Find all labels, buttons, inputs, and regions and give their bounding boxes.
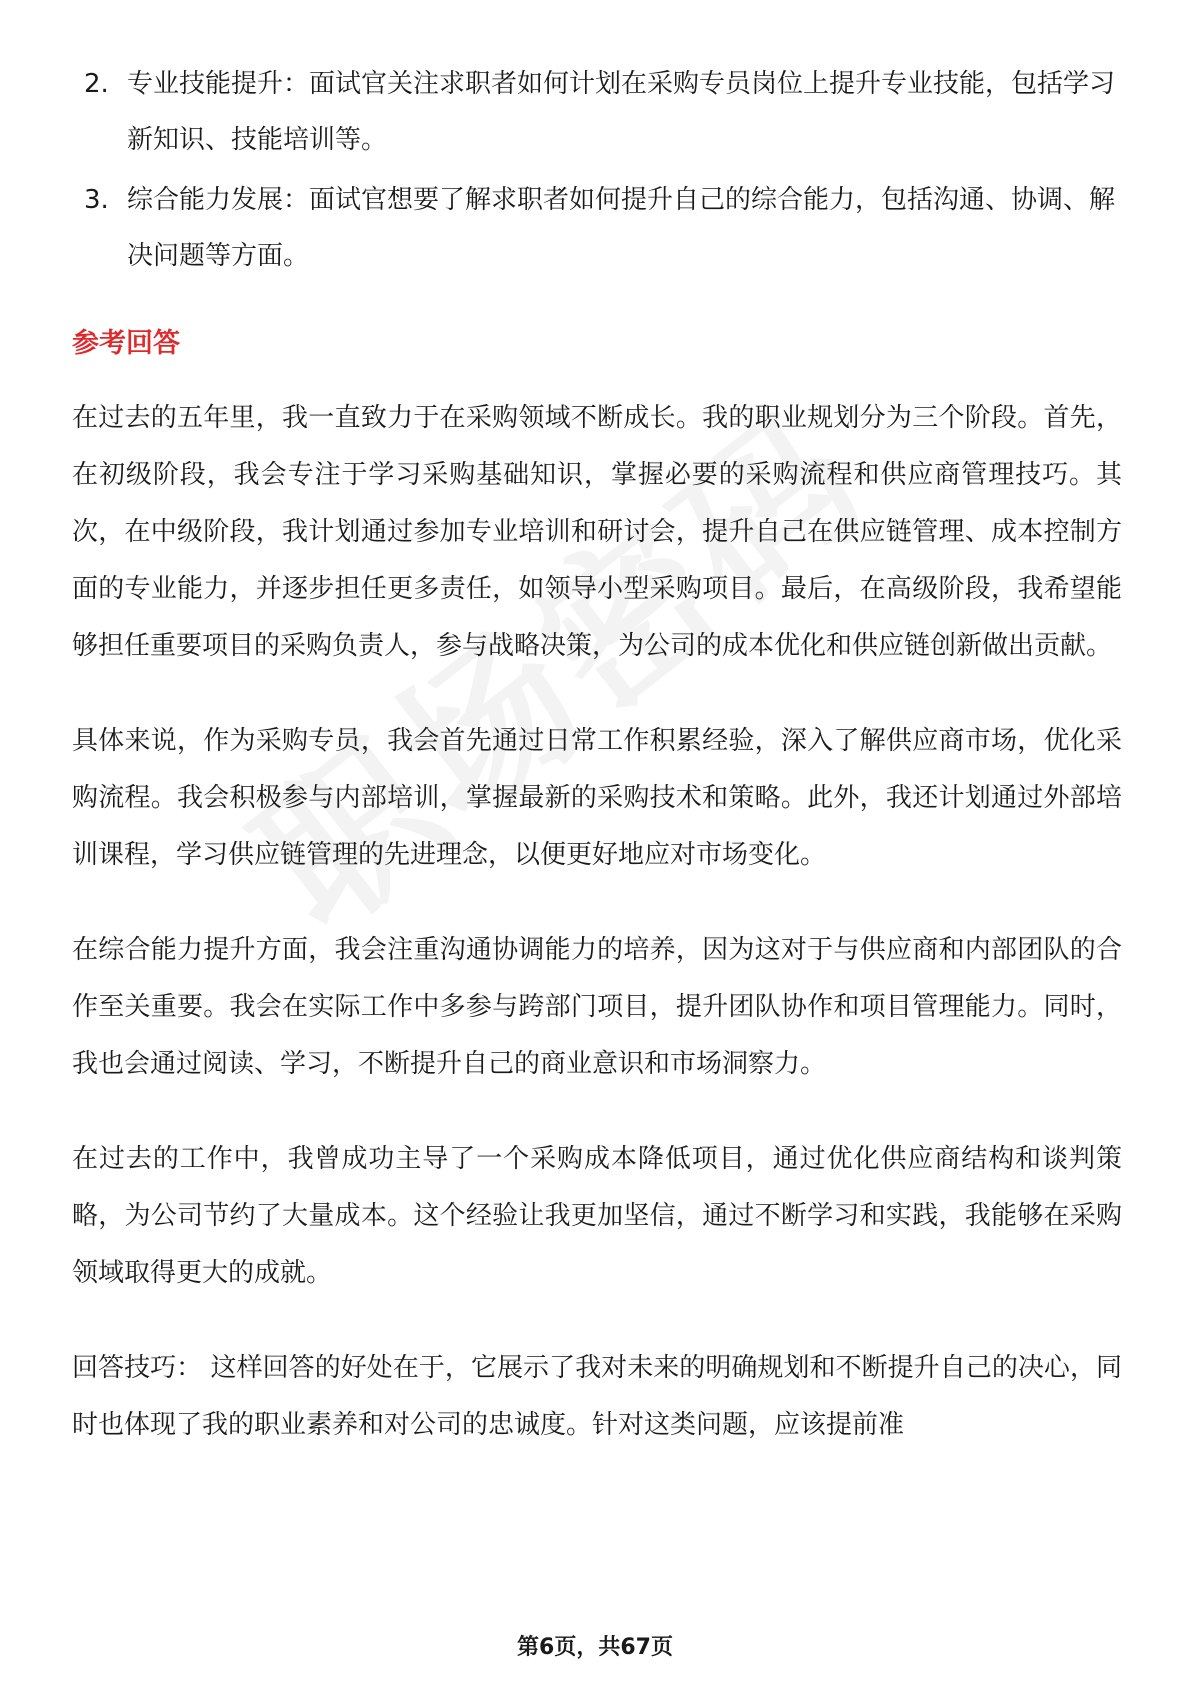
paragraph: 在过去的五年里，我一直致力于在采购领域不断成长。我的职业规划分为三个阶段。首先，在初级阶段，我会专注于学习采购基础知识，掌握必要的采购流程和供应商管理技巧。其次，在中级阶段，我计划通过参加专业培训和研讨会，提升自己在供应链管理、成本控制方面的专业能力，并逐步担任更多责任，如领导小型采购项目。最后，在高级阶段，我希望能够担任重要项目的采购负责人，参与战略决策，为公司的成本优化和供应链创新做出贡献。 — [72, 403, 1122, 661]
paragraph: 在过去的工作中，我曾成功主导了一个采购成本降低项目，通过优化供应商结构和谈判策略，为公司节约了大量成本。这个经验让我更加坚信，通过不断学习和实践，我能够在采购领域取得更大的成就。 — [72, 1144, 1122, 1288]
paragraph: 在综合能力提升方面，我会注重沟通协调能力的培养，因为这对于与供应商和内部团队的合作至关重要。我会在实际工作中多参与跨部门项目，提升团队协作和项目管理能力。同时，我也会通过阅读、学习，不断提升自己的商业意识和市场洞察力。 — [72, 935, 1122, 1079]
paragraph: 回答技巧： 这样回答的好处在于，它展示了我对未来的明确规划和不断提升自己的决心，同时也体现了我的职业素养和对公司的忠诚度。针对这类问题，应该提前准 — [72, 1353, 1122, 1440]
list-item — [72, 56, 1122, 168]
section-heading: 参考回答 — [72, 328, 180, 359]
page-number: 第6页，共67页 — [517, 1635, 673, 1660]
list-item — [72, 172, 1122, 284]
list-number: 3. — [84, 185, 109, 215]
list-text: 综合能力发展：面试官想要了解求职者如何提升自己的综合能力，包括沟通、协调、解决问题等方面。 — [127, 185, 1116, 271]
document-body — [72, 56, 1122, 1492]
paragraph: 具体来说，作为采购专员，我会首先通过日常工作积累经验，深入了解供应商市场，优化采购流程。我会积极参与内部培训，掌握最新的采购技术和策略。此外，我还计划通过外部培训课程，学习供应链管理的先进理念，以便更好地应对市场变化。 — [72, 726, 1122, 870]
list-text: 专业技能提升：面试官关注求职者如何计划在采购专员岗位上提升专业技能，包括学习新知识、技能培训等。 — [127, 69, 1116, 155]
list-number: 2. — [84, 69, 109, 99]
